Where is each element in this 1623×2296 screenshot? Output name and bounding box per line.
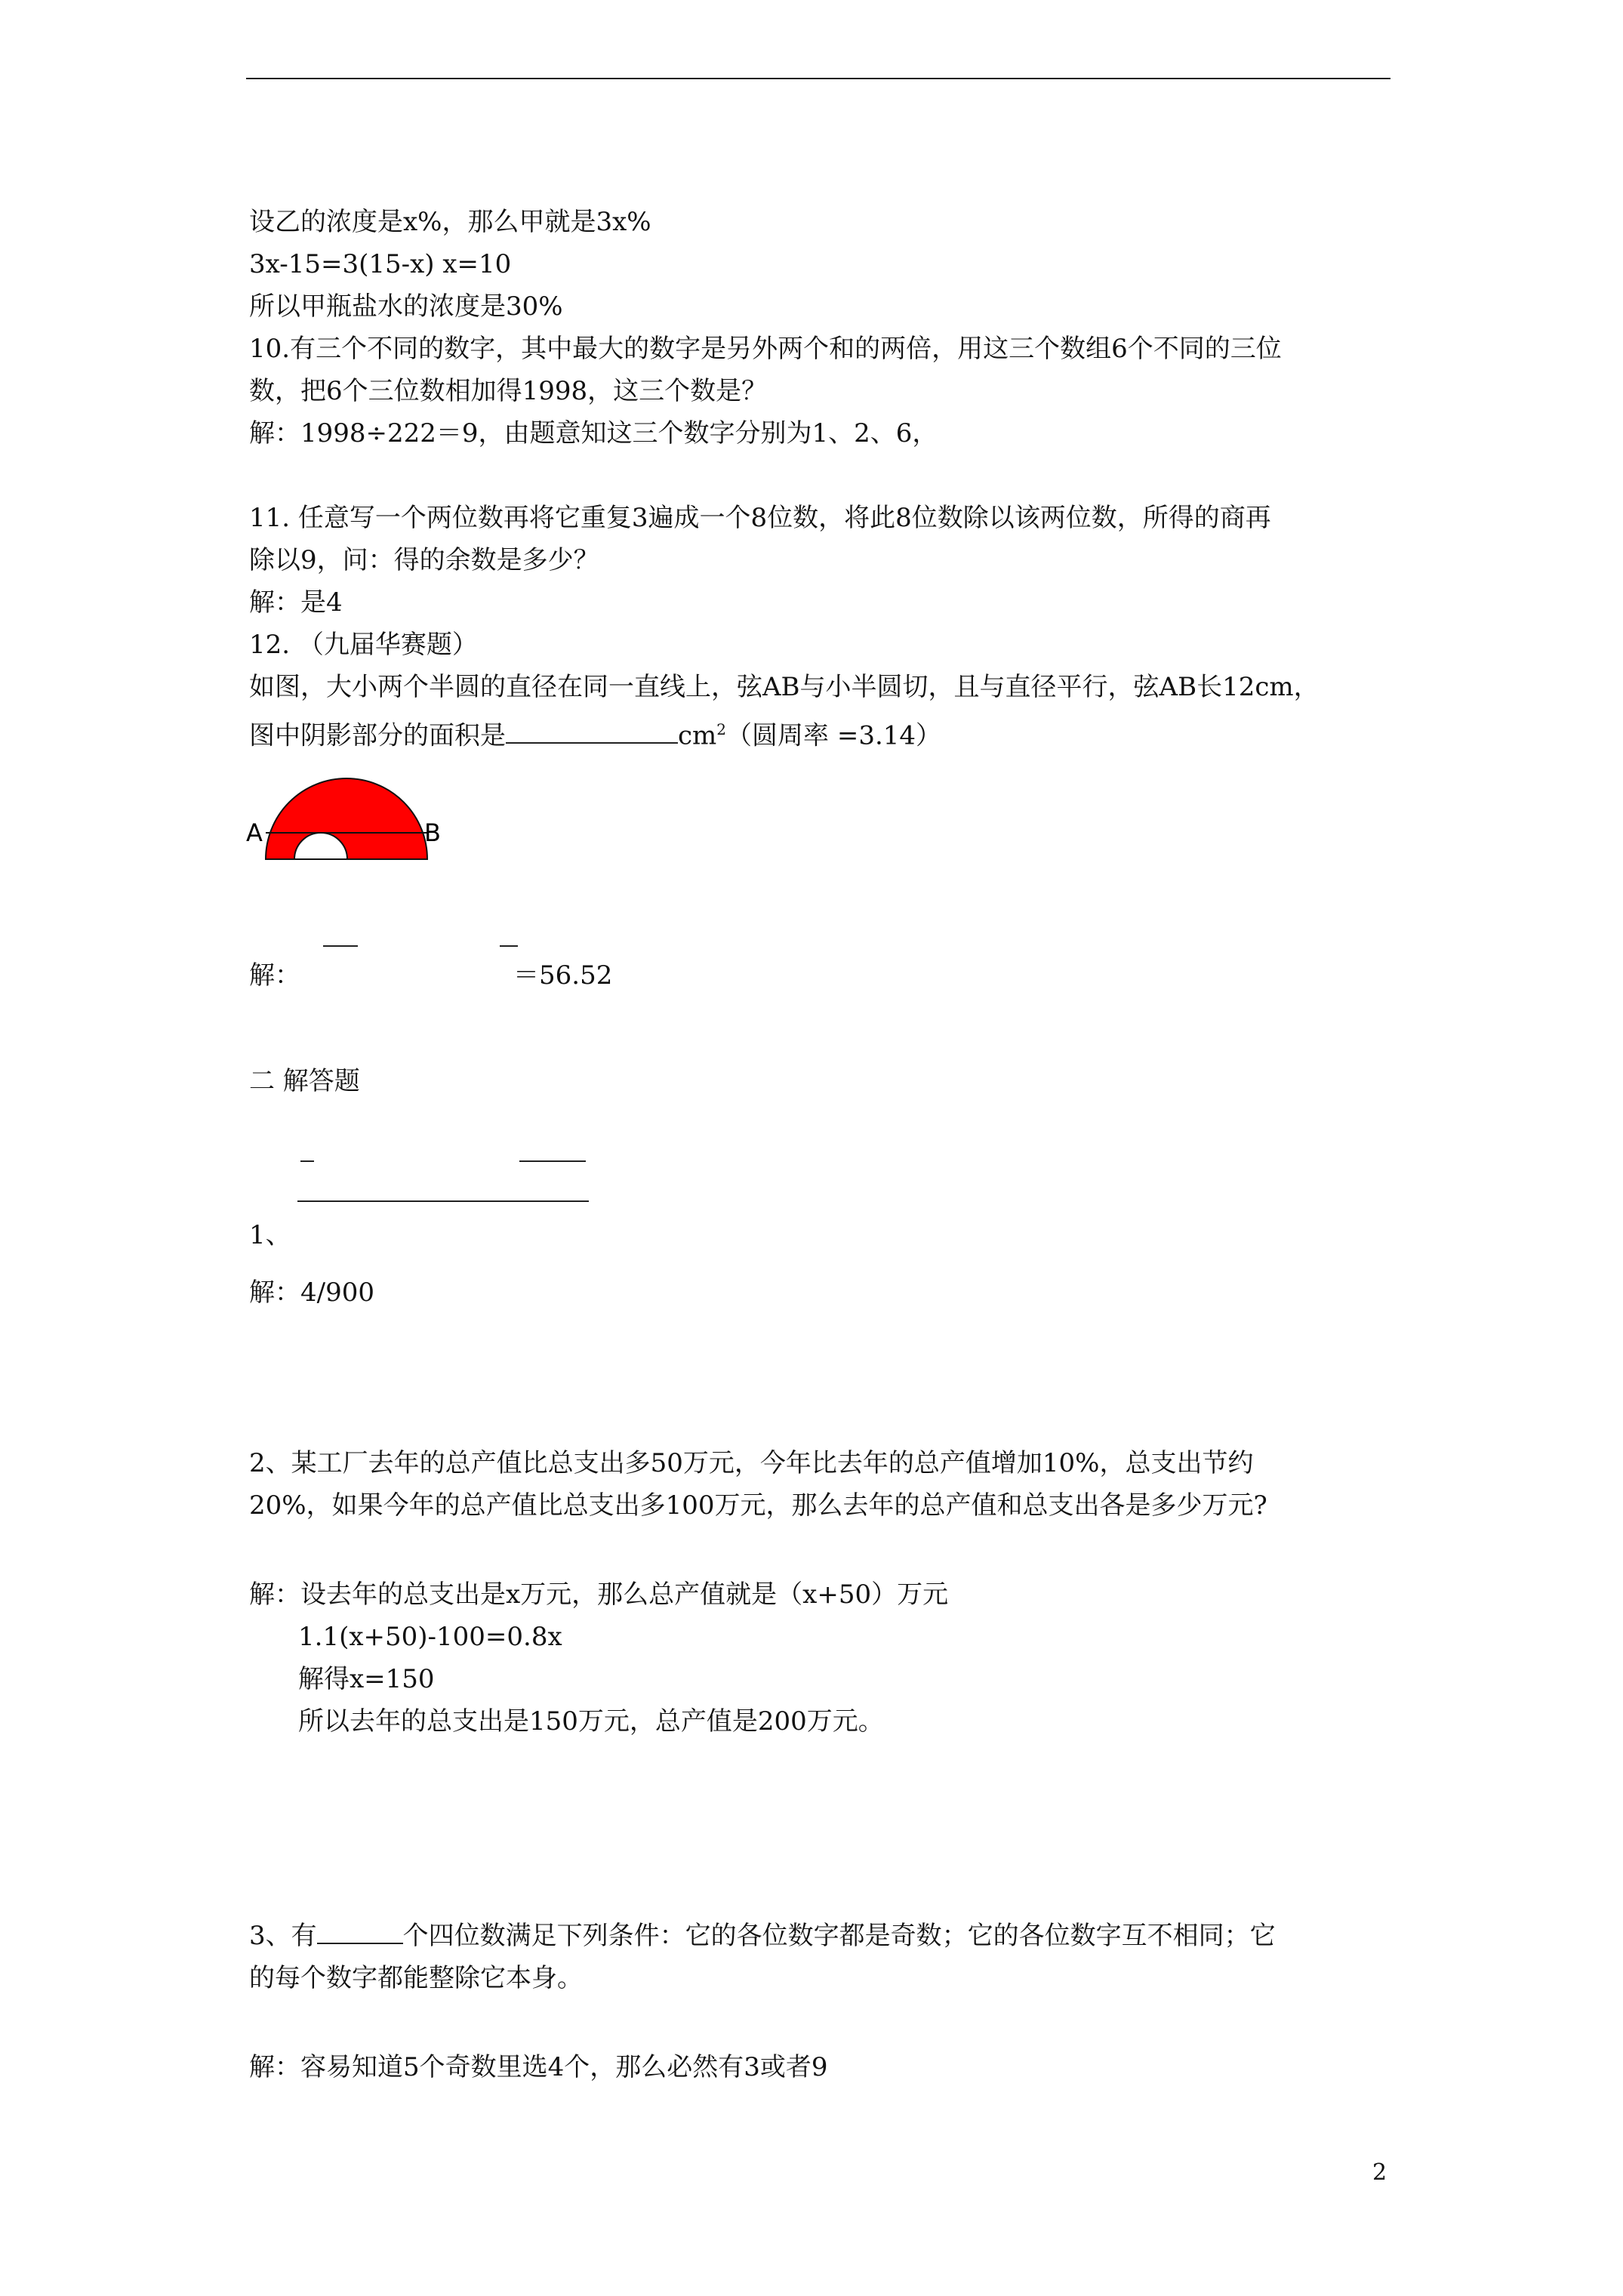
answer-11: 解：是4 [249, 587, 343, 618]
header-rule [246, 78, 1390, 79]
text-line: 1.1(x+50)-100=0.8x [298, 1622, 562, 1652]
point-b-label: B [424, 818, 441, 847]
text-line: 所以去年的总支出是150万元，总产值是200万元。 [298, 1706, 884, 1737]
question-3 [249, 1919, 1276, 1952]
fraction-bar [323, 945, 358, 947]
text-line: 解得x=150 [298, 1664, 435, 1694]
text-fragment: 解： [249, 960, 300, 991]
answer-2: 解：设去年的总支出是x万元，那么总产值就是（x+50）万元 [249, 1579, 949, 1610]
unit-superscript: 2 [716, 720, 727, 738]
answer-12 [249, 959, 612, 992]
text-line: 所以甲瓶盐水的浓度是30% [249, 291, 563, 322]
formula-bar [519, 1160, 586, 1162]
question-1: 1、 [249, 1220, 291, 1250]
text-line: 数，把6个三位数相加得1998，这三个数是？ [249, 376, 768, 406]
large-semicircle-shaded [266, 778, 427, 859]
question-2: 2、某工厂去年的总产值比总支出多50万元，今年比去年的总产值增加10%，总支出节约 [249, 1448, 1254, 1478]
text-fragment: 3、有 [249, 1921, 317, 1951]
text-line: 20%，如果今年的总产值比总支出多100万元，那么去年的总产值和总支出各是多少万元? [249, 1490, 1267, 1521]
formula-bar [300, 1160, 314, 1162]
text-fragment: （圆周率 =3.14） [726, 720, 942, 751]
point-a-label: A [246, 818, 263, 847]
text-fragment: ＝56.52 [513, 960, 613, 991]
text-line [249, 713, 941, 752]
answer-blank [506, 720, 678, 744]
question-12: 12. （九届华赛题） [249, 630, 478, 660]
text-fragment: 图中阴影部分的面积是 [249, 720, 506, 751]
answer-3: 解：容易知道5个奇数里选4个，那么必然有3或者9 [249, 2052, 828, 2082]
text-line: 设乙的浓度是x%，那么甲就是3x% [249, 207, 651, 237]
text-fragment: 个四位数满足下列条件：它的各位数字都是奇数；它的各位数字互不相同；它 [402, 1921, 1276, 1951]
answer-1: 解：4/900 [249, 1277, 374, 1308]
page-number: 2 [1372, 2159, 1387, 2186]
question-10: 10.有三个不同的数字，其中最大的数字是另外两个和的两倍，用这三个数组6个不同的三位 [249, 334, 1282, 364]
text-line: 的每个数字都能整除它本身。 [249, 1963, 583, 1993]
fraction-bar [500, 945, 518, 947]
formula-bar [297, 1200, 589, 1202]
answer-10: 解：1998÷222＝9，由题意知这三个数字分别为1、2、6， [249, 418, 938, 448]
semicircle-figure [243, 769, 454, 867]
section-heading: 二 解答题 [249, 1066, 360, 1096]
answer-blank [317, 1920, 403, 1944]
text-line: 如图，大小两个半圆的直径在同一直线上，弦AB与小半圆切，且与直径平行，弦AB长12cm， [249, 672, 1320, 702]
unit-text: cm [678, 720, 717, 751]
question-11: 11. 任意写一个两位数再将它重复3遍成一个8位数，将此8位数除以该两位数，所得的商再 [249, 503, 1271, 533]
text-line: 除以9，问：得的余数是多少？ [249, 545, 599, 575]
text-line: 3x-15=3(15-x) x=10 [249, 249, 512, 279]
